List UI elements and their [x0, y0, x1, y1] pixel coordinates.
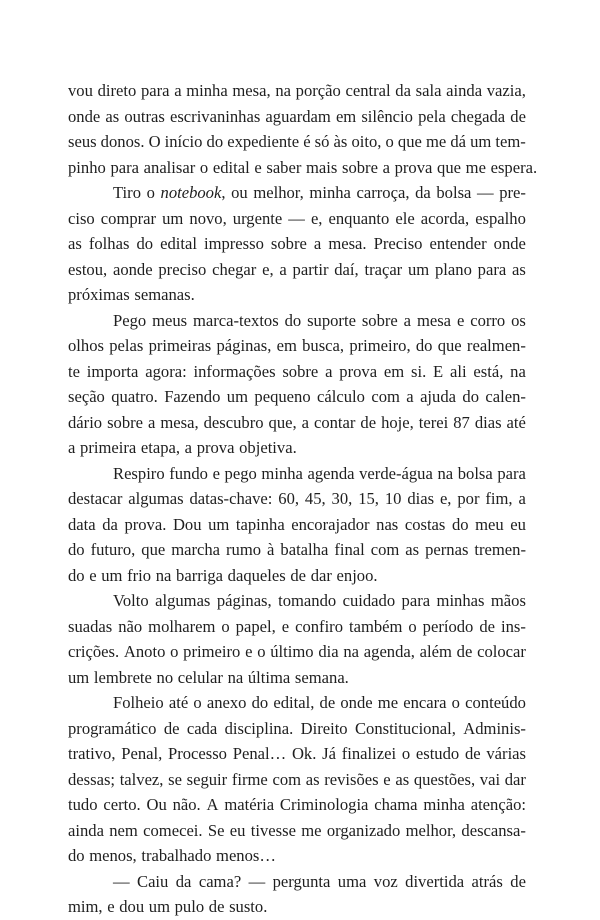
text-line: seção quatro. Fazendo um pequeno cálculo com a ajuda do calen-: [68, 387, 526, 406]
text-line: Pego meus marca-textos do suporte sobre a mesa e corro os: [113, 310, 526, 330]
text-line: suadas não molharem o papel, e confiro também o período de ins-: [68, 616, 526, 636]
paragraph: [68, 690, 526, 869]
text-line: seus donos. O início do expediente é só às oito, o que me dá um tem-: [68, 132, 526, 151]
text-line: pinho para analisar o edital e saber mais sobre a prova que me espera.: [68, 157, 538, 177]
paragraph: [68, 308, 526, 461]
text-line: — Caiu da cama? — pergunta uma voz divertida atrás de: [113, 871, 526, 891]
text-line: as folhas do edital impresso sobre a mesa. Preciso entender onde: [68, 234, 526, 253]
text-line: um lembrete no celular na última semana.: [68, 667, 349, 687]
text-line: destacar algumas datas-chave: 60, 45, 30, 15, 10 dias e, por fim, a: [68, 489, 526, 508]
text-line: estou, aonde preciso chegar e, a partir daí, traçar um plano para as: [68, 259, 526, 279]
text-line: Respiro fundo e pego minha agenda verde-água na bolsa para: [113, 463, 526, 483]
text-line: olhos pelas primeiras páginas, em busca, primeiro, do que realmen-: [68, 336, 526, 355]
text-line: ciso comprar um novo, urgente — e, enquanto ele acorda, espalho: [68, 208, 526, 228]
text-line: Tiro o notebook, ou melhor, minha carroça, da bolsa — pre-: [113, 183, 526, 202]
paragraph: [68, 869, 526, 920]
text-line: do futuro, que marcha rumo à batalha final com as pernas tremen-: [68, 540, 526, 559]
text-line: dessas; talvez, se seguir firme com as revisões e as questões, vai dar: [68, 769, 526, 789]
text-line: tudo certo. Ou não. A matéria Criminologia chama minha atenção:: [68, 795, 526, 814]
paragraph: [68, 78, 538, 180]
text-line: dário sobre a mesa, descubro que, a contar de hoje, terei 87 dias até: [68, 412, 526, 432]
text-line: a primeira etapa, a prova objetiva.: [68, 438, 297, 457]
text-line: trativo, Penal, Processo Penal… Ok. Já finalizei o estudo de várias: [68, 744, 526, 763]
paragraph: [68, 180, 526, 308]
text-line: do menos, trabalhado menos…: [68, 846, 276, 865]
text-line: onde as outras escrivaninhas aguardam em silêncio pela chegada de: [68, 106, 526, 126]
text-line: programático de cada disciplina. Direito Constitucional, Adminis-: [68, 718, 526, 738]
text-line: crições. Anoto o primeiro e o último dia na agenda, além de colocar: [68, 642, 526, 661]
text-line: Folheio até o anexo do edital, de onde me encara o conteúdo: [113, 693, 526, 712]
text-line: te importa agora: informações sobre a prova em si. E ali está, na: [68, 361, 526, 381]
text-line: do e um frio na barriga daqueles de dar enjoo.: [68, 565, 378, 585]
text-line: Volto algumas páginas, tomando cuidado para minhas mãos: [113, 591, 526, 610]
text-line: próximas semanas.: [68, 285, 195, 304]
paragraph: [68, 588, 526, 690]
paragraph: [68, 461, 526, 589]
text-line: mim, e dou um pulo de susto.: [68, 897, 268, 916]
text-line: vou direto para a minha mesa, na porção central da sala ainda vazia,: [68, 81, 526, 100]
text-line: ainda nem comecei. Se eu tivesse me organizado melhor, descansa-: [68, 820, 526, 840]
text-line: data da prova. Dou um tapinha encorajador nas costas do meu eu: [68, 514, 526, 534]
book-page: [68, 78, 538, 920]
